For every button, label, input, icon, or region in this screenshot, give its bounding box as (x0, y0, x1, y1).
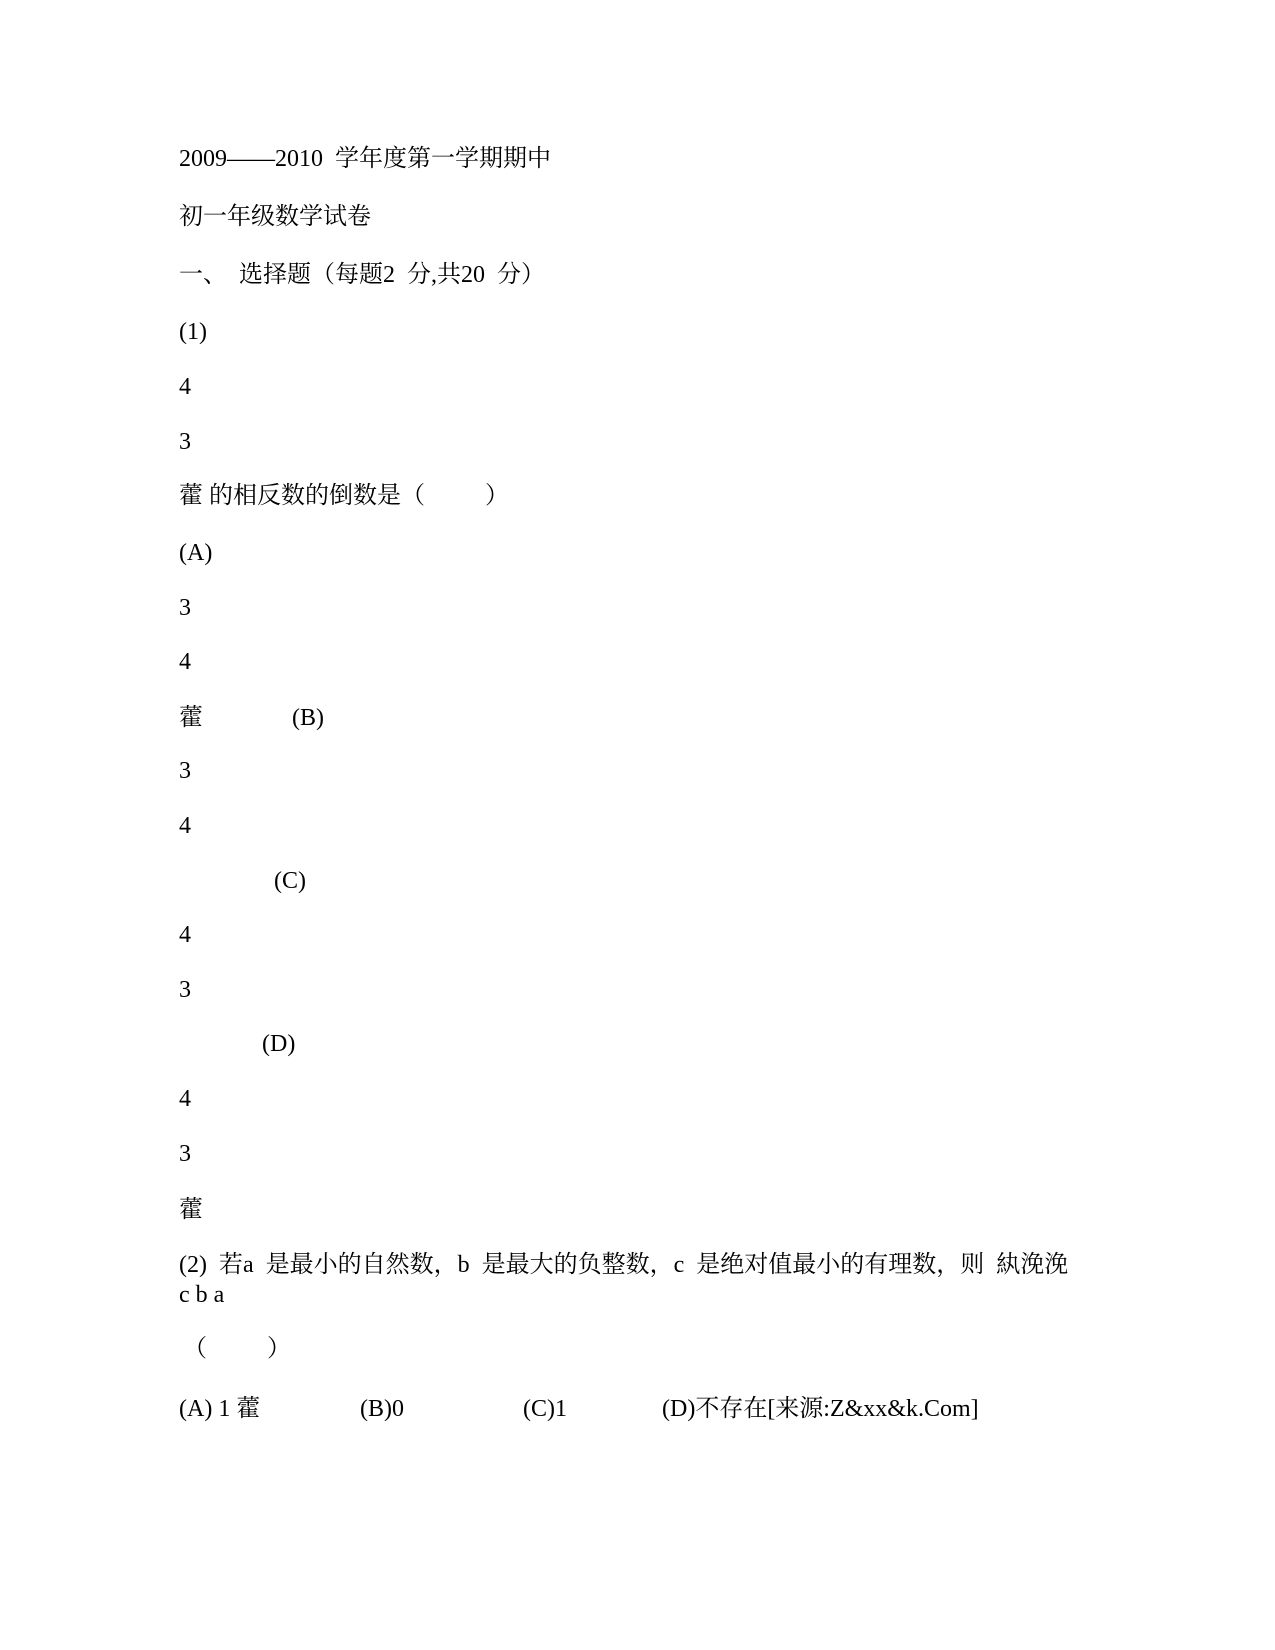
question-2-option-a: (A) 1 藿 (179, 1396, 261, 1422)
question-1-fraction-denominator: 3 (179, 429, 191, 455)
option-d-label: (D) (262, 1031, 296, 1057)
question-1-number: (1) (179, 319, 207, 345)
question-2-answer-paren: （ ） (183, 1336, 291, 1362)
option-b-denominator: 4 (179, 813, 191, 839)
exam-title: 2009——2010 学年度第一学期期中 (179, 146, 551, 172)
option-d-denominator: 3 (179, 1141, 191, 1167)
option-d-numerator: 4 (179, 1086, 191, 1112)
question-1-stem: 藿 的相反数的倒数是（ ） (179, 483, 509, 509)
question-1-fraction-numerator: 4 (179, 374, 191, 400)
option-d-sign: 藿 (179, 1197, 203, 1223)
option-a-numerator: 3 (179, 595, 191, 621)
option-b-numerator: 3 (179, 758, 191, 784)
question-2-option-d: (D)不存在[来源:Z&xx&k.Com] (662, 1396, 979, 1422)
question-2-stem: (2) 若a 是最小的自然数，b 是最大的负整数，c 是绝对值最小的有理数，则 紈浼浼 (179, 1252, 1069, 1278)
exam-subtitle: 初一年级数学试卷 (179, 204, 371, 230)
section-heading: 一、 选择题（每题2 分,共20 分） (179, 262, 545, 288)
option-c-denominator: 3 (179, 977, 191, 1003)
option-a-label: (A) (179, 540, 213, 566)
option-a-sign: 藿 (179, 705, 203, 731)
option-c-numerator: 4 (179, 922, 191, 948)
question-2-option-c: (C)1 (523, 1396, 567, 1422)
option-a-denominator: 4 (179, 649, 191, 675)
option-c-label: (C) (274, 868, 306, 894)
question-2-variables: c b a (179, 1282, 225, 1308)
question-2-option-b: (B)0 (360, 1396, 404, 1422)
option-b-label: (B) (292, 705, 324, 731)
